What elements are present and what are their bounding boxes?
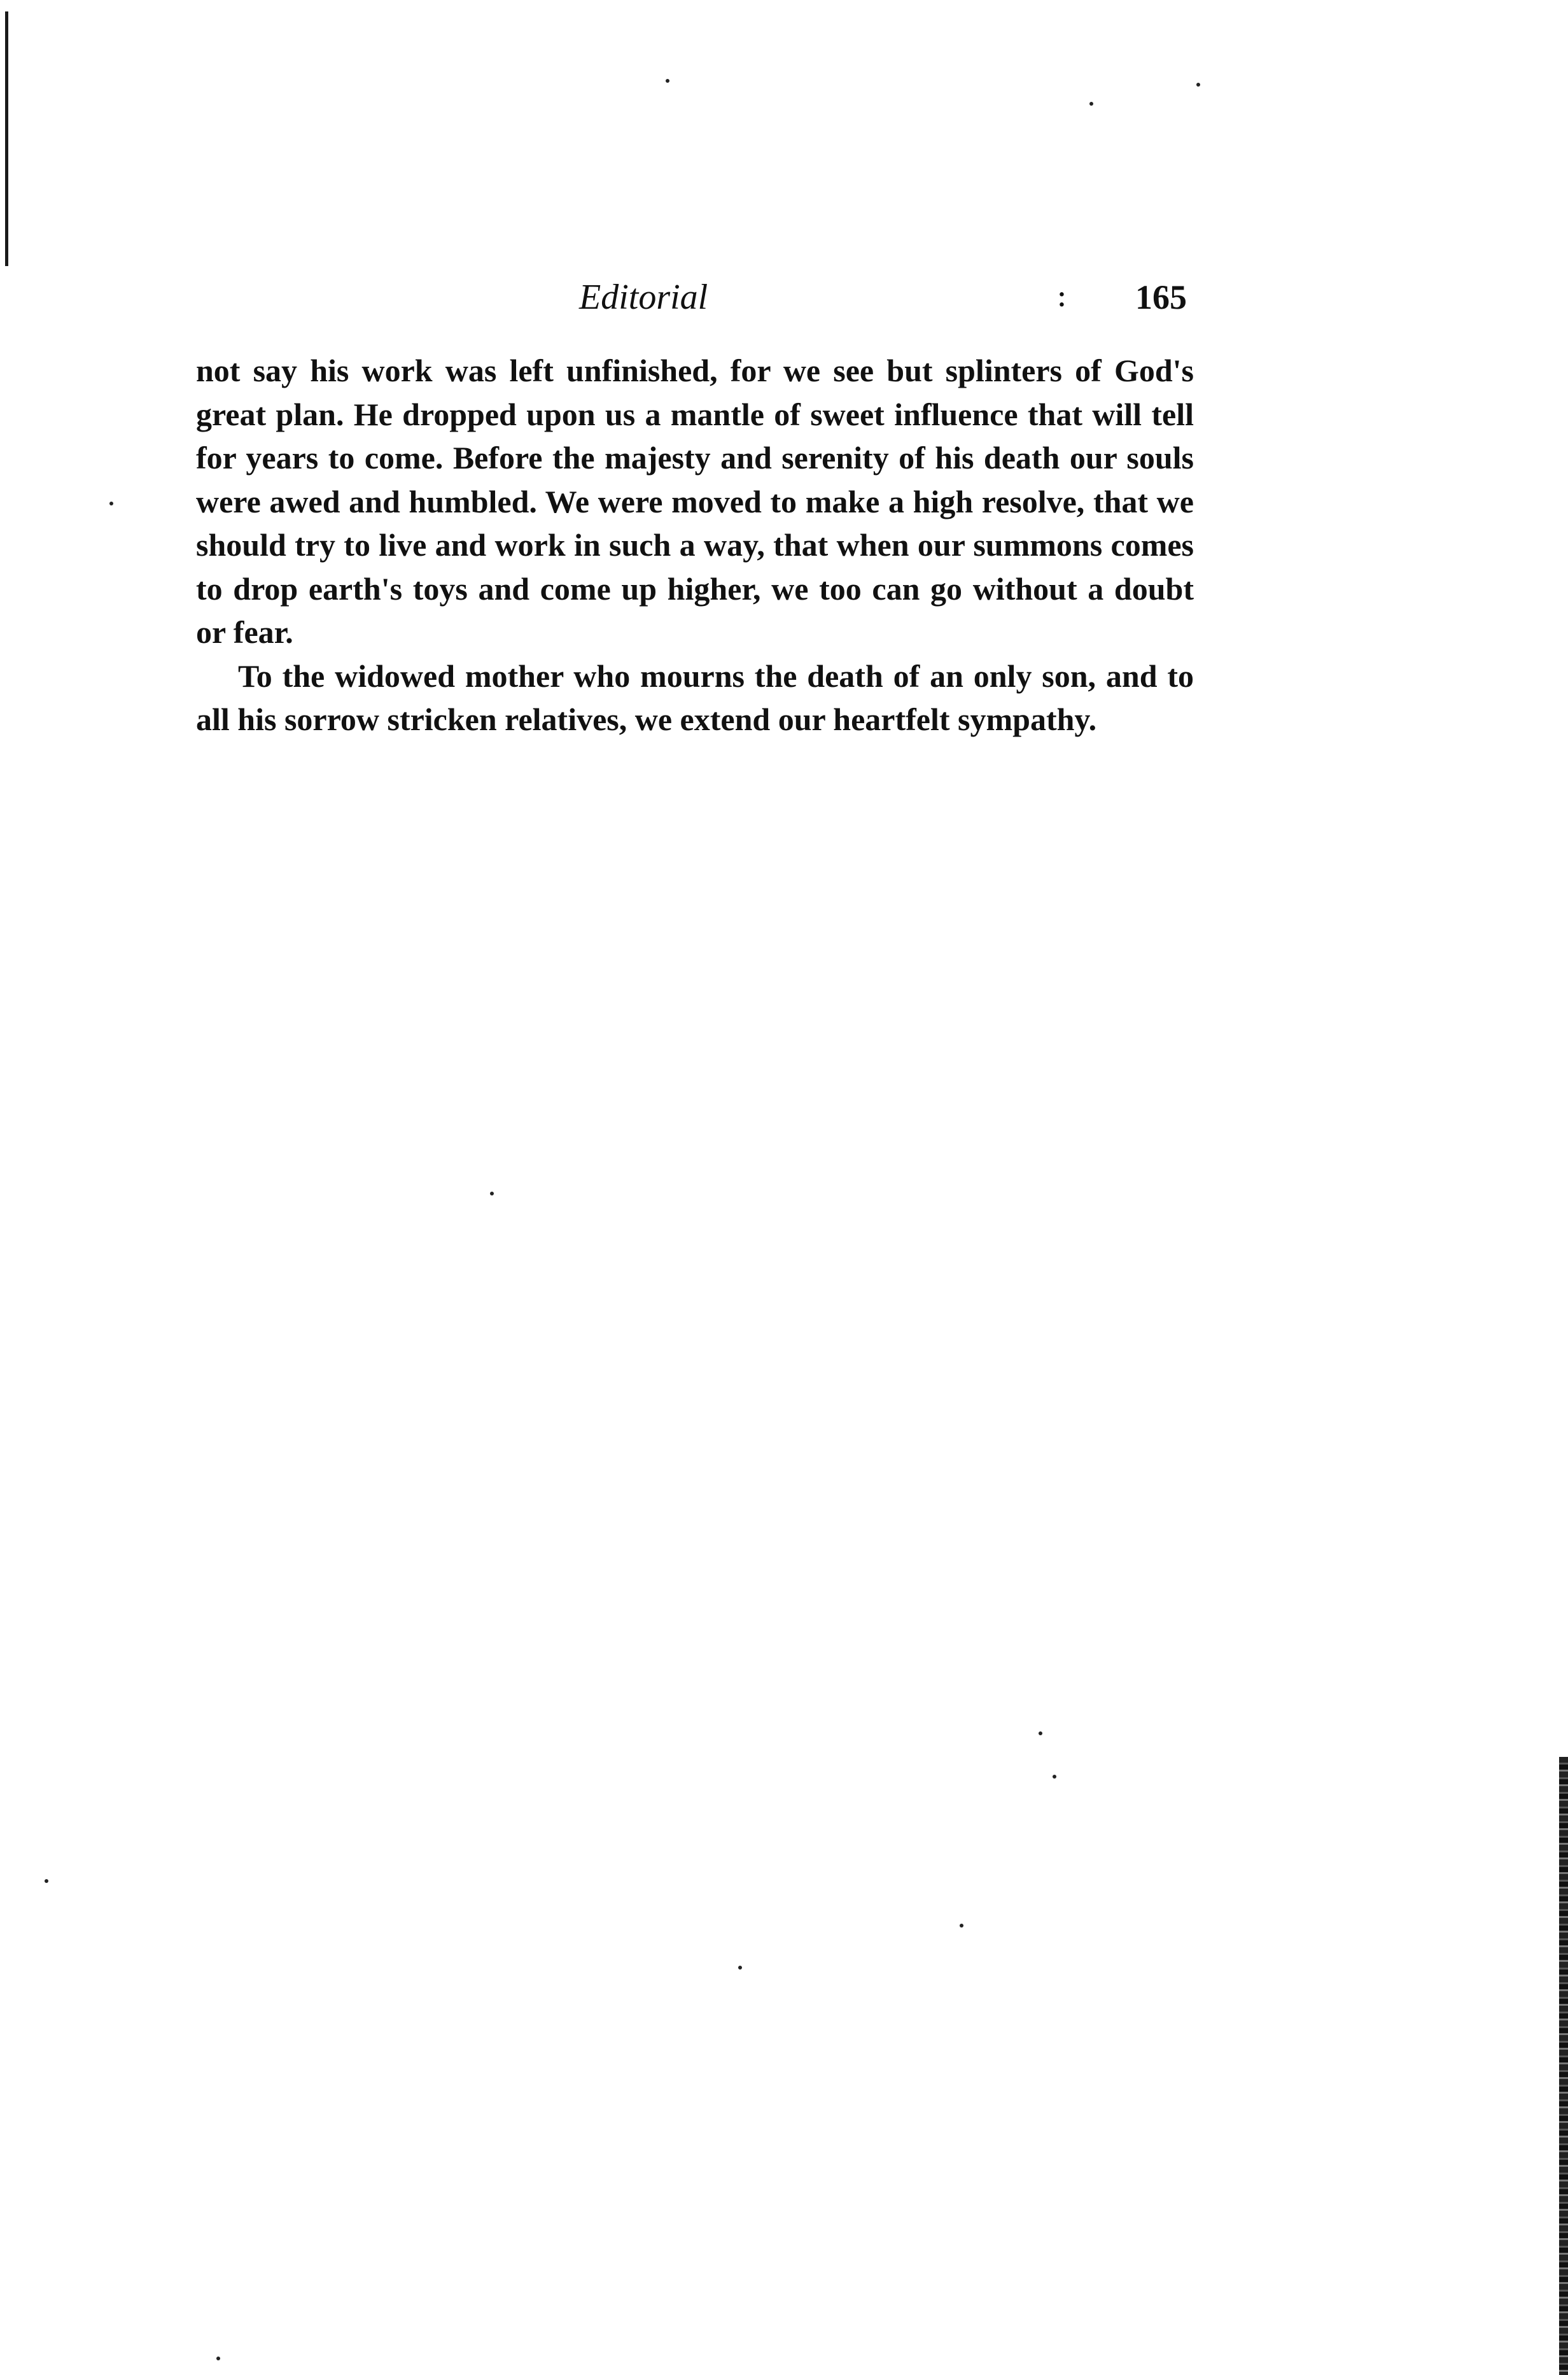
paragraph-2: To the widowed mother who mourns the death of an only son, and to all his sorrow stricken relatives, we extend our heartfelt sympathy. — [196, 658, 1194, 737]
scan-speck — [45, 1879, 48, 1883]
scan-speck — [1053, 1775, 1056, 1779]
scan-speck — [1196, 83, 1200, 87]
scan-speck — [1039, 1731, 1042, 1735]
scan-speck — [738, 1966, 742, 1970]
scan-left-edge-mark — [5, 11, 8, 266]
scan-speck — [960, 1924, 963, 1927]
header-separator: : — [1056, 277, 1067, 314]
running-title: Editorial — [579, 278, 708, 317]
paragraph-1: not say his work was left unfinished, for we see but splinters of God's great plan. He dropped upon us a mantle of sweet influence that will tell for years to come. Before the majesty and serenity of his death our souls were awed and humbled. We were moved to make a high resolve, that we should try to live and work in such a way, that when our summons comes to drop earth's toys and come up higher, we too can go without a doubt or fear. — [196, 353, 1194, 650]
scan-speck — [666, 79, 669, 83]
scan-speck — [490, 1192, 494, 1195]
running-header — [0, 275, 1568, 320]
body-text — [196, 349, 1194, 742]
page-number: 165 — [1135, 278, 1187, 316]
scan-right-edge-mark — [1559, 1757, 1568, 2375]
scan-speck — [1089, 102, 1093, 106]
scan-speck — [109, 502, 113, 505]
scan-speck — [216, 2357, 220, 2360]
